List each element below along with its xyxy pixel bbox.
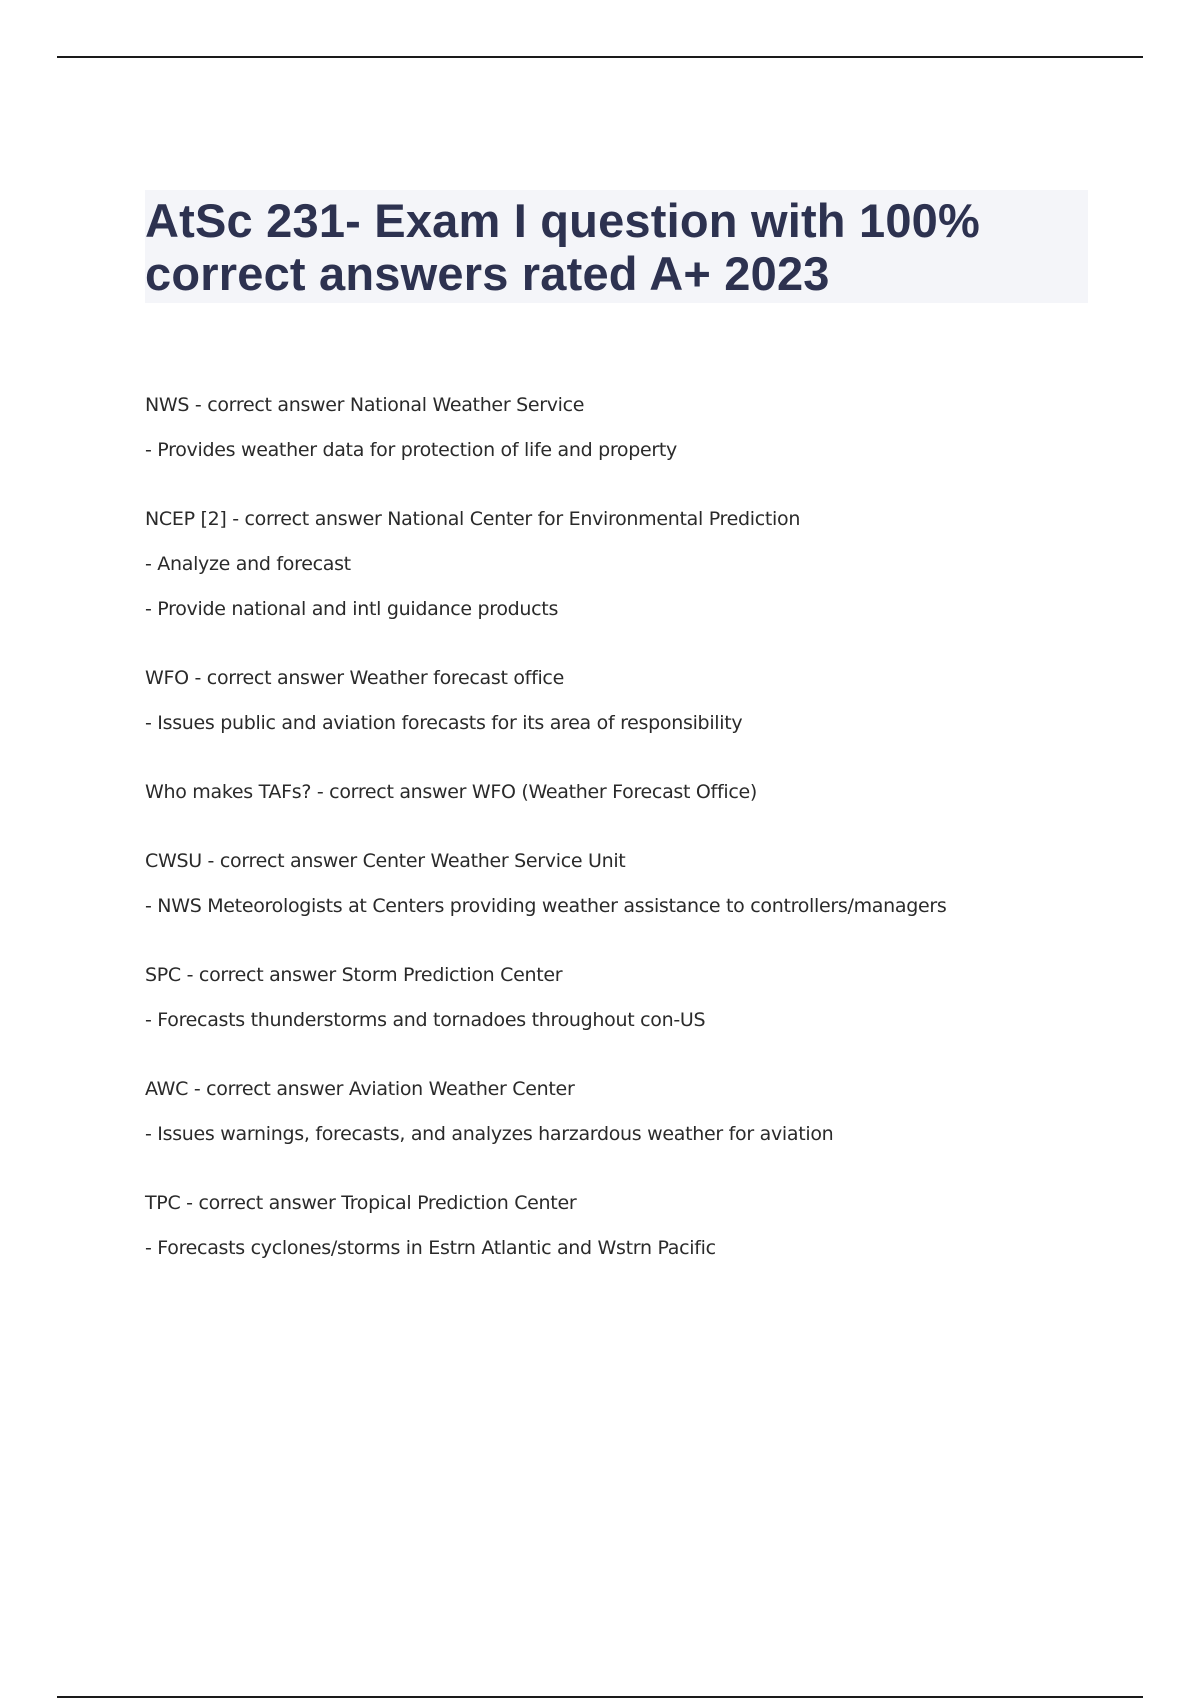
qa-detail: - NWS Meteorologists at Centers providing weather assistance to controllers/managers <box>145 895 947 917</box>
qa-question: NWS - correct answer National Weather Service <box>145 394 585 416</box>
title-block <box>145 190 1088 303</box>
qa-question: TPC - correct answer Tropical Prediction Center <box>145 1192 577 1214</box>
qa-detail: - Provides weather data for protection of life and property <box>145 439 678 461</box>
qa-detail: - Analyze and forecast <box>145 553 351 575</box>
qa-detail: - Provide national and intl guidance products <box>145 598 559 620</box>
qa-detail: - Issues public and aviation forecasts for its area of responsibility <box>145 712 743 734</box>
qa-entry-awc <box>145 1078 1105 1146</box>
qa-entry-tpc <box>145 1192 1105 1260</box>
qa-question: Who makes TAFs? - correct answer WFO (Weather Forecast Office) <box>145 781 757 803</box>
document-title <box>145 194 1088 300</box>
qa-entry-wfo <box>145 667 1105 735</box>
qa-list <box>145 394 1105 1306</box>
qa-detail: - Issues warnings, forecasts, and analyzes harzardous weather for aviation <box>145 1123 834 1145</box>
top-divider <box>57 56 1143 58</box>
qa-question: NCEP [2] - correct answer National Center for Environmental Prediction <box>145 508 801 530</box>
qa-entry-ncep <box>145 508 1105 621</box>
qa-question: WFO - correct answer Weather forecast office <box>145 667 564 689</box>
qa-entry-spc <box>145 964 1105 1032</box>
title-line-1: AtSc 231- Exam I question with 100% <box>145 194 980 247</box>
qa-question: AWC - correct answer Aviation Weather Center <box>145 1078 575 1100</box>
qa-entry-cwsu <box>145 850 1105 918</box>
qa-entry-nws <box>145 394 1105 462</box>
qa-detail: - Forecasts cyclones/storms in Estrn Atlantic and Wstrn Pacific <box>145 1237 716 1259</box>
qa-question: CWSU - correct answer Center Weather Service Unit <box>145 850 626 872</box>
qa-question: SPC - correct answer Storm Prediction Center <box>145 964 563 986</box>
title-line-2: correct answers rated A+ 2023 <box>145 247 830 300</box>
qa-detail: - Forecasts thunderstorms and tornadoes throughout con-US <box>145 1009 706 1031</box>
bottom-divider <box>57 1696 1143 1698</box>
qa-entry-tafs <box>145 781 1105 804</box>
